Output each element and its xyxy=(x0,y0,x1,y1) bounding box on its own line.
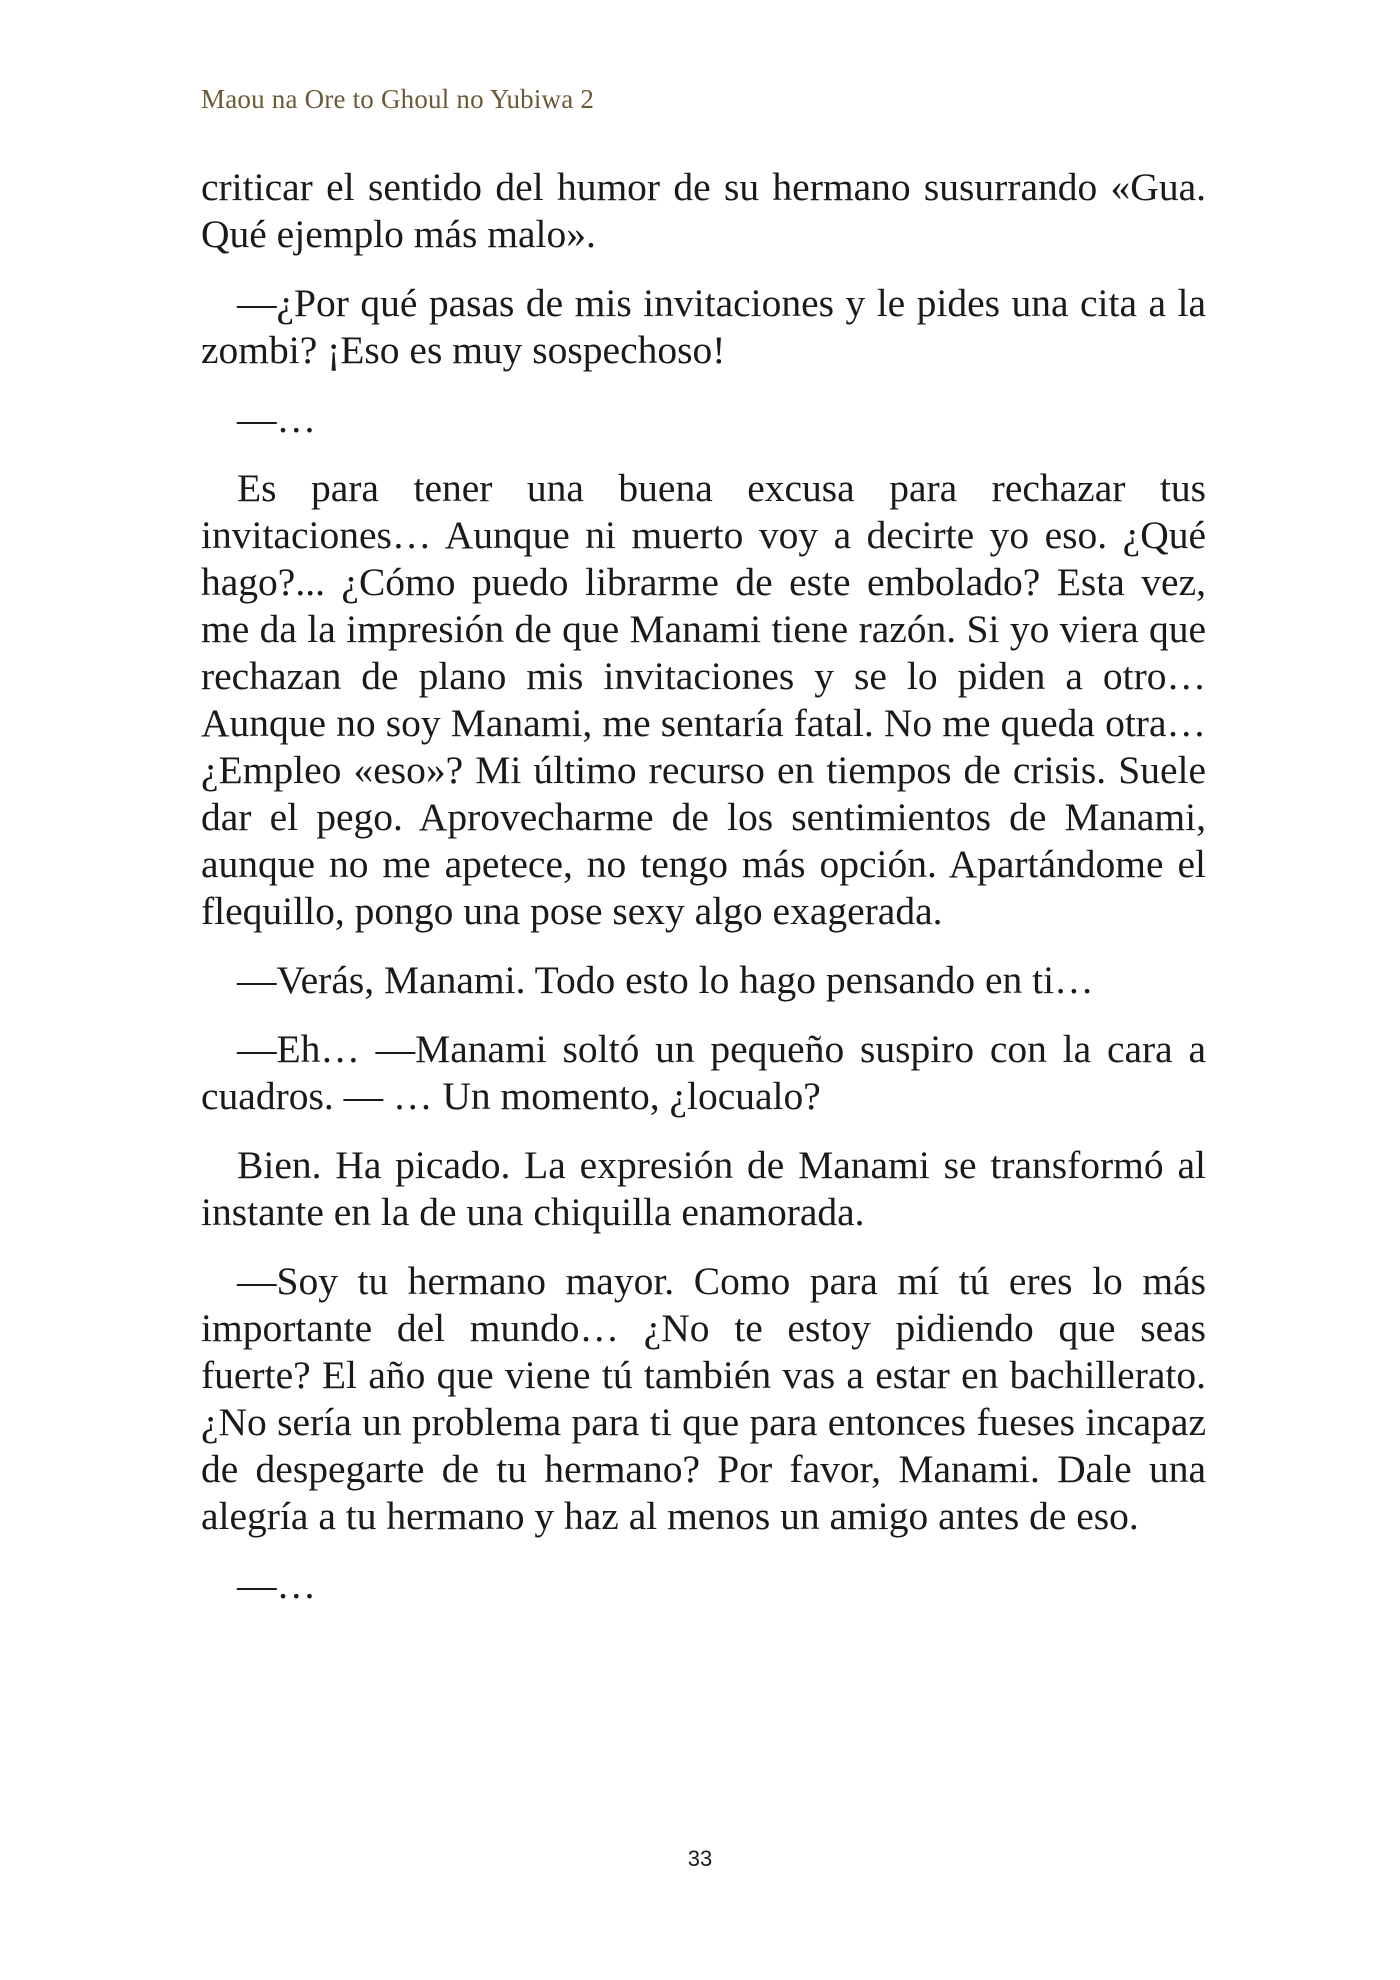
paragraph: —Soy tu hermano mayor. Como para mí tú eres lo más importante del mundo… ¿No te estoy pidiendo que seas fuerte? El año que viene tú también vas a estar en bachillerato. ¿No sería un problema para ti que para entonces fueses incapaz de despegarte de tu hermano? Por favor, Manami. Dale una alegría a tu hermano y haz al menos un amigo antes de eso. xyxy=(201,1259,1206,1538)
page-number: 33 xyxy=(687,1846,713,1871)
paragraph: —… xyxy=(237,397,316,441)
paragraph: Bien. Ha picado. La expresión de Manami se transformó al instante en la de una chiquilla enamorada. xyxy=(201,1143,1206,1234)
paragraph: Es para tener una buena excusa para rechazar tus invitaciones… Aunque ni muerto voy a decirte yo eso. ¿Qué hago?... ¿Cómo puedo librarme de este embolado? Esta vez, me da la impresión de que Manami tiene razón. Si yo viera que rechazan de plano mis invitaciones y se lo piden a otro… Aunque no soy Manami, me sentaría fatal. No me queda otra… ¿Empleo «eso»? Mi último recurso en tiempos de crisis. Suele dar el pego. Aprovecharme de los sentimientos de Manami, aunque no me apetece, no tengo más opción. Apartándome el flequillo, pongo una pose sexy algo exagerada. xyxy=(201,466,1206,933)
body-text xyxy=(201,164,1206,1631)
paragraph: criticar el sentido del humor de su hermano susurrando «Gua. Qué ejemplo más malo». xyxy=(201,165,1206,256)
paragraph: —Eh… —Manami soltó un pequeño suspiro con la cara a cuadros. — … Un momento, ¿locualo? xyxy=(201,1027,1206,1118)
running-header: Maou na Ore to Ghoul no Yubiwa 2 xyxy=(201,84,595,114)
paragraph: —… xyxy=(237,1563,316,1607)
paragraph: —¿Por qué pasas de mis invitaciones y le pides una cita a la zombi? ¡Eso es muy sospechoso! xyxy=(201,281,1206,372)
paragraph: —Verás, Manami. Todo esto lo hago pensando en ti… xyxy=(237,958,1094,1002)
